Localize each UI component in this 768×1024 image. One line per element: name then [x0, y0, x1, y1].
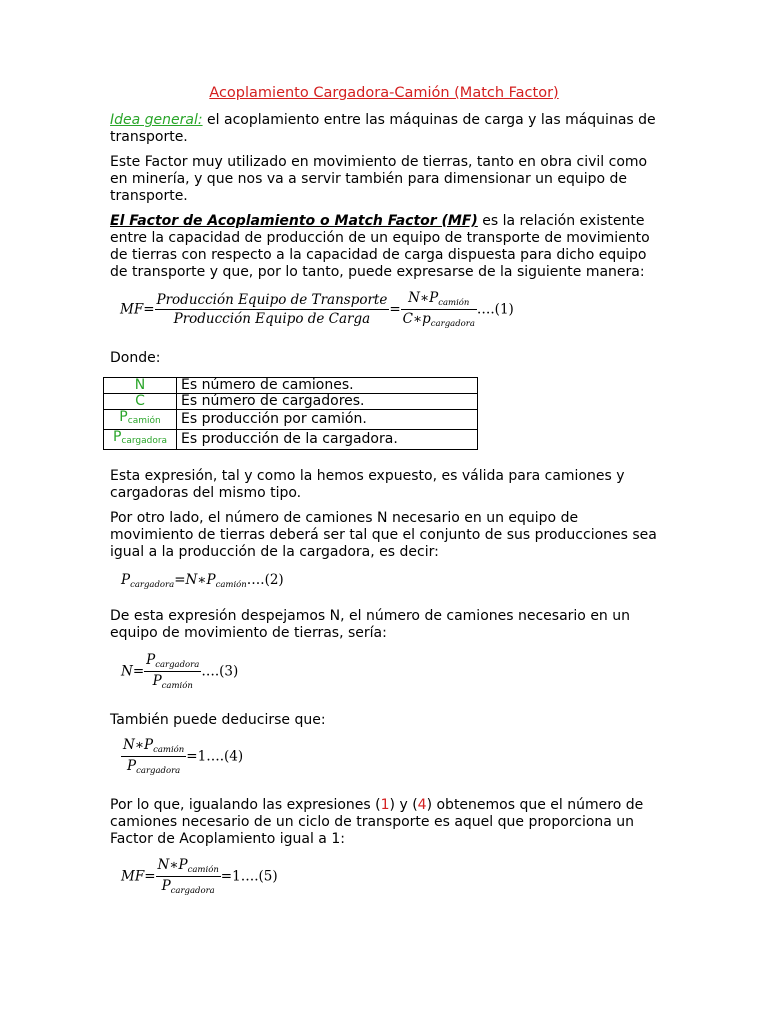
conclusion-text-b: ) y (: [389, 797, 418, 813]
eq5-tag: ….(5): [240, 868, 278, 885]
eq4-numerator: N∗P: [123, 737, 154, 753]
donde-label: Donde:: [110, 350, 161, 366]
paragraph-factor-intro: Este Factor muy utilizado en movimiento de tierras, tanto en obra civil como en minería, y que nos va a servir también para dimensionar un equipo de transporte.: [110, 154, 648, 204]
definition-symbol-sub: camión: [127, 416, 161, 426]
definition-symbol: [104, 378, 177, 394]
definition-row: [104, 378, 478, 394]
definition-row: [104, 394, 478, 410]
paragraph-conclusion: [110, 797, 658, 848]
eq4-rhs: =1: [186, 748, 207, 765]
eq2-b-sub: camión: [215, 580, 247, 590]
definition-row: [104, 430, 478, 450]
definitions-table: [103, 377, 478, 450]
definition-description: Es número de cargadores.: [177, 394, 478, 410]
definition-description: Es número de camiones.: [177, 378, 478, 394]
eq1-denominator-1: Producción Equipo de Carga: [173, 311, 371, 327]
idea-general-text: el acoplamiento entre las máquinas de carga y las máquinas de transporte.: [110, 112, 656, 145]
paragraph-match-factor-definition: [110, 213, 658, 281]
eq3-denominator-sub: camión: [161, 681, 193, 691]
eq5-numerator: N∗P: [157, 857, 188, 873]
eq1-numerator-2-sub: camión: [438, 298, 470, 308]
eq4-numerator-sub: camión: [153, 745, 185, 755]
eq5-denominator-sub: cargadora: [170, 886, 215, 896]
document-title: Acoplamiento Cargadora-Camión (Match Factor): [209, 85, 559, 101]
definition-symbol: [104, 394, 177, 410]
eq4-tag: ….(4): [206, 748, 244, 765]
conclusion-ref-4: 4: [417, 797, 427, 813]
definition-symbol: [104, 430, 177, 450]
paragraph-expression-validity: Esta expresión, tal y como la hemos expuesto, es válida para camiones y cargadoras del mismo tipo.: [110, 468, 625, 501]
eq3-denominator: P: [152, 673, 162, 689]
equation-3: [121, 652, 238, 691]
definition-description: Es producción por camión.: [177, 410, 478, 430]
eq5-numerator-sub: camión: [187, 865, 219, 875]
eq4-denominator: P: [127, 758, 137, 774]
idea-general-label: Idea general:: [110, 112, 203, 128]
eq3-lhs: N=: [121, 663, 145, 680]
definition-symbol-main: P: [119, 409, 128, 425]
eq1-denominator-2-sub: cargadora: [430, 319, 475, 329]
eq3-numerator: P: [146, 652, 156, 668]
match-factor-label: El Factor de Acoplamiento o Match Factor (MF): [110, 213, 478, 229]
eq5-rhs: =1: [220, 868, 241, 885]
match-factor-text: es la relación existente entre la capacidad de producción de un equipo de transporte de movimiento de tierras con respecto a la capacidad de carga dispuesta para dicho equipo de transporte y que, por lo tanto, puede expresarse de la siguiente manera:: [110, 213, 650, 280]
equation-1: [120, 290, 514, 329]
conclusion-text-c: ) obtenemos que el número de camiones necesario de un ciclo de transporte es aquel que proporciona un Factor de Acoplamiento igual a 1:: [110, 797, 644, 847]
paragraph-idea-general: [110, 112, 658, 146]
eq1-numerator-1: Producción Equipo de Transporte: [156, 292, 388, 308]
eq5-denominator: P: [161, 878, 171, 894]
paragraph-number-of-trucks: Por otro lado, el número de camiones N necesario en un equipo de movimiento de tierras deberá ser tal que el conjunto de sus producciones sea igual a la producción de la cargadora, es decir:: [110, 510, 657, 560]
eq1-tag: ….(1): [476, 301, 514, 318]
eq1-denominator-2: C∗p: [402, 311, 431, 327]
eq5-lhs: MF=: [121, 868, 156, 885]
definition-symbol-sub: cargadora: [121, 436, 168, 446]
definition-description: Es producción de la cargadora.: [177, 430, 478, 450]
definition-row: [104, 410, 478, 430]
definition-symbol-main: P: [112, 429, 122, 445]
paragraph-solve-n: De esta expresión despejamos N, el número de camiones necesario en un equipo de movimiento de tierras, sería:: [110, 608, 631, 641]
eq1-equals: =: [389, 301, 401, 318]
eq2-a-sub: cargadora: [130, 580, 175, 590]
equation-4: [121, 737, 243, 776]
eq2-tag: ….(2): [246, 572, 284, 588]
eq4-denominator-sub: cargadora: [136, 766, 181, 776]
eq3-numerator-sub: cargadora: [155, 660, 200, 670]
equation-5: [121, 857, 278, 896]
definition-symbol: [104, 410, 177, 430]
definition-symbol-main: C: [135, 393, 145, 409]
conclusion-ref-1: 1: [380, 797, 390, 813]
eq1-lhs: MF=: [120, 301, 155, 318]
conclusion-text-a: Por lo que, igualando las expresiones (: [110, 797, 381, 813]
equation-2: [121, 572, 284, 590]
eq1-numerator-2: N∗P: [408, 290, 439, 306]
definition-symbol-main: N: [134, 377, 146, 393]
paragraph-also-deduce: También puede deducirse que:: [110, 712, 326, 728]
eq3-tag: ….(3): [201, 663, 239, 680]
eq2-b: =N∗P: [174, 572, 216, 588]
eq2-a: P: [121, 572, 131, 588]
